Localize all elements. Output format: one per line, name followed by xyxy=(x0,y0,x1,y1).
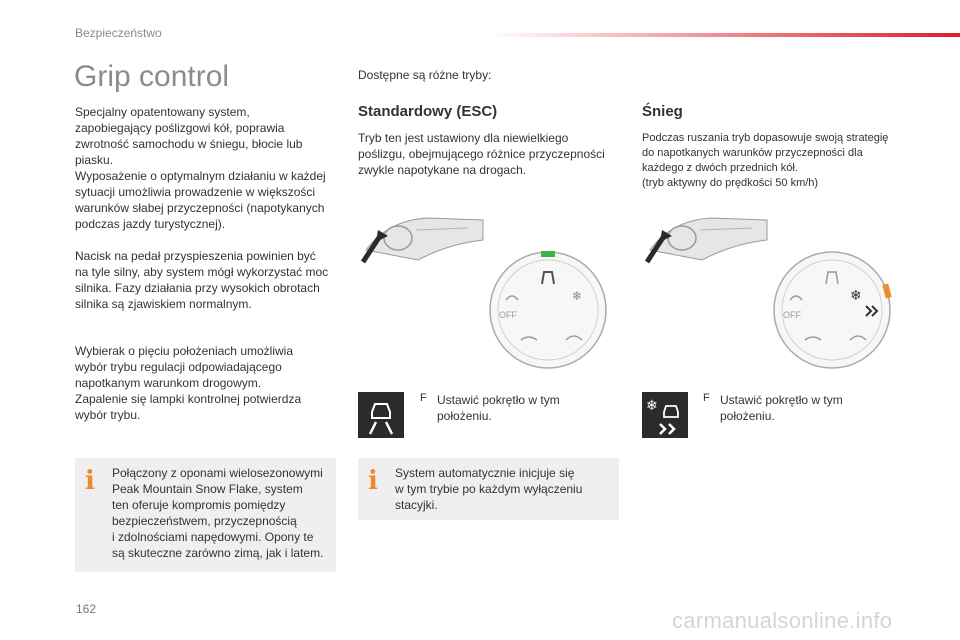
instruction-standard: Ustawić pokrętło w tym położeniu. xyxy=(437,393,560,423)
heading-snow: Śnieg xyxy=(642,103,683,120)
dial-off-label: OFF xyxy=(783,310,801,320)
bullet-icon: F xyxy=(420,392,427,404)
instruction-snow: Ustawić pokrętło w tym położeniu. xyxy=(720,393,843,423)
page-title: Grip control xyxy=(74,60,230,93)
standard-esc-text: Tryb ten jest ustawiony dla niewielkiego poślizgu, obejmującego różnice przyczepności zwykle napotykane na drogach. xyxy=(358,131,605,177)
section-header: Bezpieczeństwo xyxy=(75,26,162,40)
watermark-url: carmanualsonline.info xyxy=(672,608,893,633)
selector-paragraph: Wybierak o pięciu położeniach umożliwia wybór trybu regulacji odpowiadającego napotkanym warunkom drogowym. Zapalenie się lampki kontrolnej potwierdza wybór trybu. xyxy=(75,344,302,422)
dial-off-label: OFF xyxy=(499,310,517,320)
mode-icon-standard xyxy=(358,392,404,438)
snow-text: Podczas ruszania tryb dopasowuje swoją strategię do napotkanych warunków przyczepności dla każdego z dwóch przednich kół. (tryb aktywny do prędkości 50 km/h) xyxy=(642,132,889,189)
mode-dial-standard xyxy=(486,248,610,372)
dashboard-illustration-standard xyxy=(358,210,488,270)
snowflake-icon: ❄ xyxy=(850,288,862,304)
mode-dial-snow xyxy=(770,248,894,372)
snowflake-icon: ❄ xyxy=(572,289,583,303)
heading-standard-esc: Standardowy (ESC) xyxy=(358,103,498,120)
dashboard-illustration-snow xyxy=(642,210,772,270)
info-box-auto xyxy=(358,458,619,520)
intro-paragraph: Specjalny opatentowany system, zapobiegający poślizgowi kół, poprawia zwrotność samochodu w śniegu, błocie lub piasku. Wyposażenie o optymalnym działaniu w każdej sytuacji umożliwia prowadzenie w większości warunków słabej przyczepności (napotykanych podczas jazdy turystycznej). xyxy=(75,105,326,231)
info-box-tires xyxy=(75,458,336,572)
info-icon: i xyxy=(368,466,378,496)
accelerator-paragraph: Nacisk na pedał przyspieszenia powinien być na tyle silny, aby system mógł wykorzystać moc silnika. Fazy działania przy wysokich obrotach silnika są zjawiskiem normalnym. xyxy=(75,249,329,311)
info-text-tires: Połączony z oponami wielosezonowymi Peak Mountain Snow Flake, system ten oferuje kompromis pomiędzy bezpieczeństwem, przyczepnością i zdolnościami napędowymi. Opony te są skuteczne zarówno zimą, jak i latem. xyxy=(112,466,324,560)
info-text-auto: System automatycznie inicjuje się w tym trybie po każdym wyłączeniu stacyjki. xyxy=(395,466,583,512)
info-icon: i xyxy=(85,466,95,496)
snowflake-icon: ❄ xyxy=(646,398,658,414)
page-number: 162 xyxy=(76,602,97,616)
active-indicator-standard xyxy=(541,251,555,257)
mode-icon-snow xyxy=(642,392,688,438)
modes-intro: Dostępne są różne tryby: xyxy=(358,68,492,82)
bullet-icon: F xyxy=(703,392,710,404)
header-accent-line xyxy=(488,33,960,37)
